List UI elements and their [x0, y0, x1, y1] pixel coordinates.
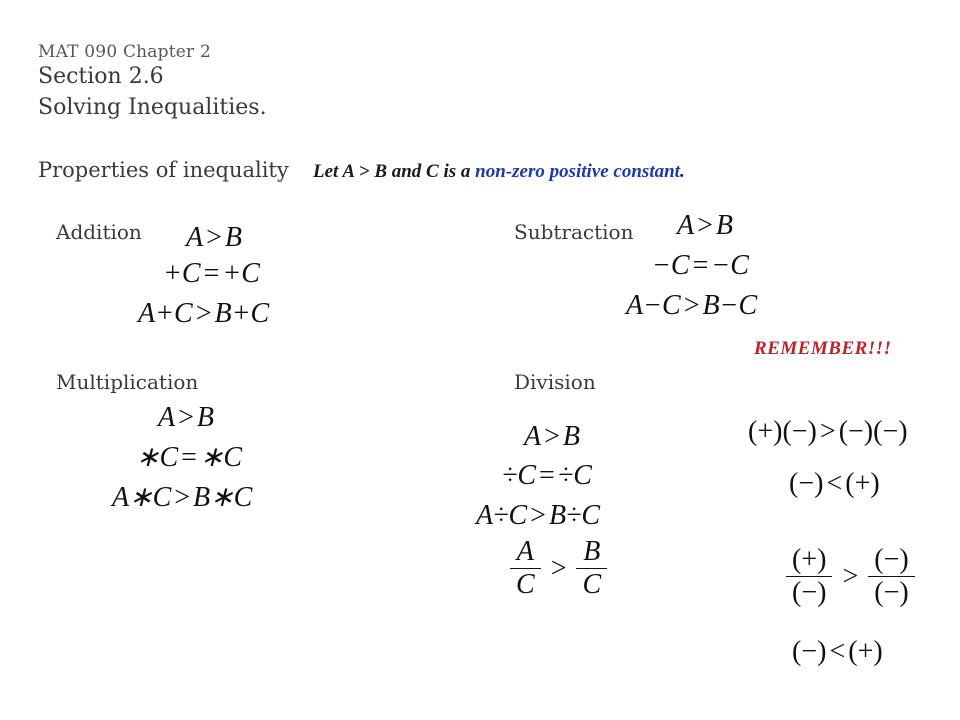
properties-heading: Properties of inequality — [38, 158, 289, 182]
sign-rule-2: (−) < (+) — [789, 468, 880, 499]
division-fraction-right: $\frac{B}{C}$ — [576, 538, 607, 599]
sign-rule-3-left: $\frac{(+)}{(-)}$ — [786, 546, 832, 607]
division-fraction-op: > — [550, 552, 567, 584]
division-line-3: A÷C > B÷C — [476, 500, 601, 531]
page-title: Solving Inequalities. — [38, 95, 267, 120]
sign-rule-3 — [786, 546, 915, 607]
subtraction-line-2: −C = −C — [652, 250, 749, 281]
division-fraction-left: $\frac{A}{C}$ — [510, 538, 541, 599]
addition-line-3: A+C > B+C — [138, 298, 270, 329]
properties-note — [313, 161, 685, 183]
section-number: Section 2.6 — [38, 64, 164, 89]
sign-rule-3-op: > — [842, 560, 859, 592]
subtraction-line-3: A−C > B−C — [626, 290, 758, 321]
addition-label: Addition — [56, 220, 142, 244]
addition-line-1: A > B — [186, 222, 243, 253]
sign-rule-1: (+)(−) > (−)(−) — [748, 416, 908, 447]
division-line-2: ÷C = ÷C — [502, 460, 592, 491]
subtraction-line-1: A > B — [677, 210, 734, 241]
sign-rule-4: (−) < (+) — [792, 636, 883, 667]
remember-callout: REMEMBER!!! — [754, 338, 892, 359]
addition-line-2: +C = +C — [163, 258, 260, 289]
sign-rule-3-right: $\frac{(-)}{(-)}$ — [868, 546, 914, 607]
multiplication-line-3: A∗C > B∗C — [112, 482, 253, 513]
division-label: Division — [514, 370, 596, 394]
properties-note-suffix: . — [679, 161, 685, 182]
division-fraction-line — [510, 538, 607, 599]
division-line-1: A > B — [524, 421, 581, 452]
multiplication-label: Multiplication — [56, 370, 199, 394]
properties-note-prefix: Let A > B and C is a — [313, 161, 476, 182]
properties-note-highlight: non-zero positive constant — [475, 161, 680, 182]
subtraction-label: Subtraction — [514, 220, 634, 244]
course-header: MAT 090 Chapter 2 — [38, 42, 211, 62]
multiplication-line-1: A > B — [158, 402, 215, 433]
multiplication-line-2: ∗C = ∗C — [136, 442, 243, 473]
